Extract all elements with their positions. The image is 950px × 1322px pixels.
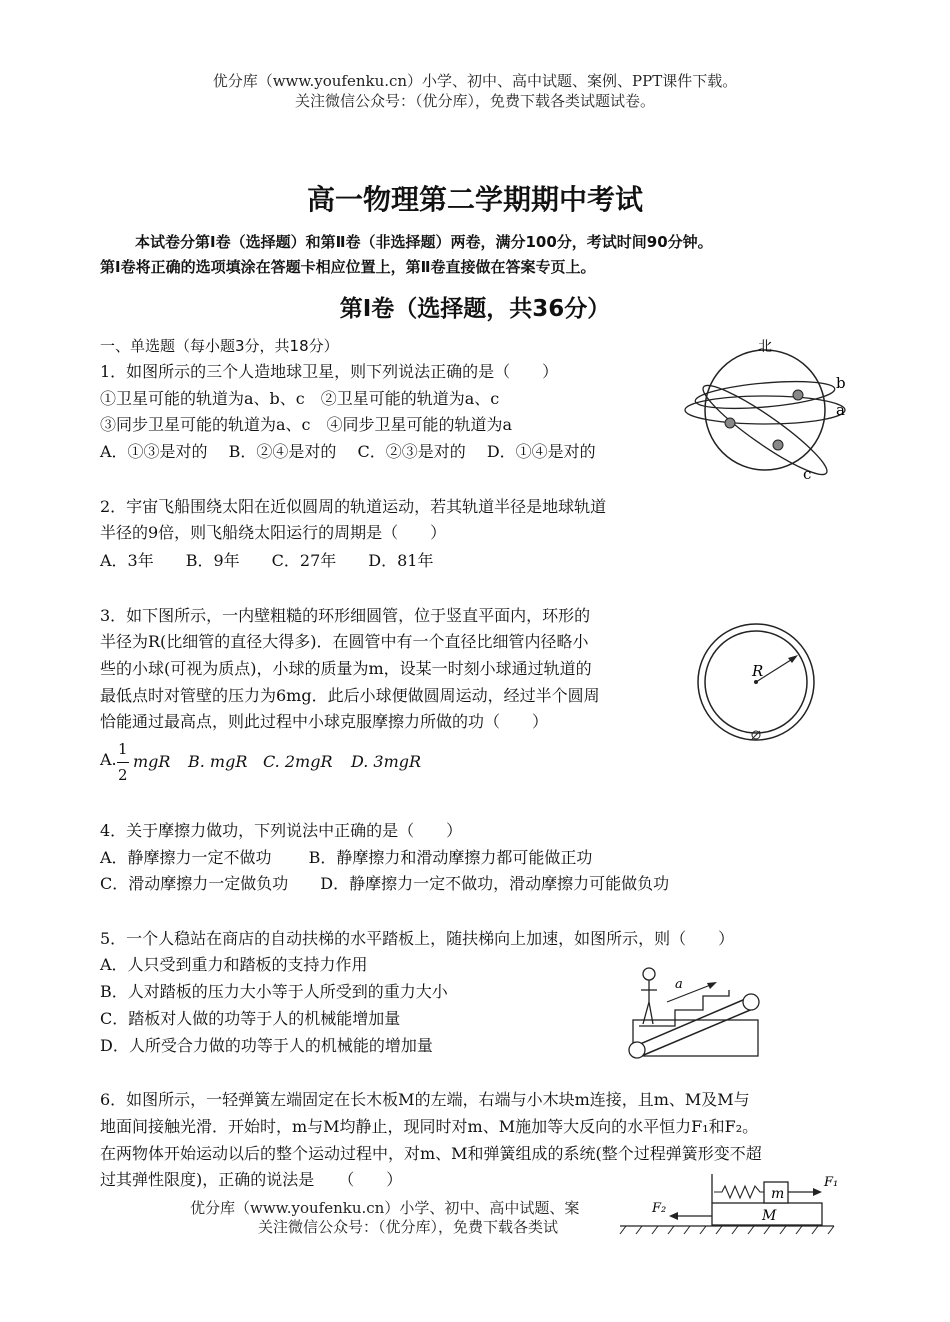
force-f2-arrow	[669, 1212, 678, 1220]
footer-line-1: 优分库（www.youfenku.cn）小学、初中、高中试题、案	[190, 1199, 580, 1217]
intro-line-2: 第Ⅰ卷将正确的选项填涂在答题卡相应位置上，第Ⅱ卷直接做在答案专页上。	[100, 258, 596, 276]
q3-frac-num: 1	[118, 740, 128, 758]
q6-line-1: 6．如图所示，一轻弹簧左端固定在长木板M的左端，右端与小木块m连接，且m、M及M与	[100, 1090, 750, 1109]
roller-right	[743, 994, 759, 1010]
q3-option-c: C. 2mgR	[263, 752, 333, 771]
header-line-1: 优分库（www.youfenku.cn）小学、初中、高中试题、案例、PPT课件下载。	[212, 72, 738, 90]
q6-line-3: 在两物体开始运动以后的整个运动过程中，对m、M和弹簧组成的系统(整个过程弹簧形变不超	[100, 1144, 762, 1163]
board-M-label: M	[762, 1208, 777, 1224]
north-label: 北	[758, 339, 772, 355]
q6-line-2: 地面间接触光滑．开始时，m与M均静止，现同时对m、M施加等大反向的水平恒力F₁和F₂。	[100, 1117, 759, 1136]
orbit-b-label: b	[836, 374, 846, 392]
q2-line-1: 2．宇宙飞船围绕太阳在近似圆周的轨道运动，若其轨道半径是地球轨道	[100, 497, 607, 516]
orbit-c-label: c	[803, 465, 812, 483]
intro-line-1: 本试卷分第Ⅰ卷（选择题）和第Ⅱ卷（非选择题）两卷，满分100分，考试时间90分钟。	[135, 233, 713, 251]
q6-line-4: 过其弹性限度)，正确的说法是 （ ）	[100, 1170, 403, 1189]
q3-option-a-label: A.	[100, 750, 117, 769]
q4-options-line-2: C．滑动摩擦力一定做负功 D．静摩擦力一定不做功，滑动摩擦力可能做负功	[100, 874, 670, 893]
earth-circle	[705, 350, 825, 470]
block-m-label: m	[771, 1186, 785, 1202]
q5-option-d: D．人所受合力做的功等于人的机械能的增加量	[100, 1036, 433, 1055]
q1-options-line-2: ③同步卫星可能的轨道为a、c ④同步卫星可能的轨道为a	[100, 415, 513, 434]
q5-option-b: B．人对踏板的压力大小等于人所受到的重力大小	[100, 982, 448, 1001]
q3-line-1: 3．如下图所示，一内壁粗糙的环形细圆管，位于竖直平面内，环形的	[100, 606, 591, 625]
force-f1-label: F₁	[824, 1175, 839, 1190]
part-title: 一、单选题（每小题3分，共18分）	[100, 337, 339, 355]
q4-options-line-1: A．静摩擦力一定不做功 B．静摩擦力和滑动摩擦力都可能做正功	[100, 848, 593, 867]
footer-line-2: 关注微信公众号：（优分库），免费下载各类试	[258, 1218, 559, 1236]
roller-left	[629, 1042, 645, 1058]
q3-frac-den: 2	[118, 766, 128, 784]
spring	[714, 1186, 764, 1198]
q3-line-5: 恰能通过最高点，则此过程中小球克服摩擦力所做的功（ ）	[100, 712, 549, 731]
exam-title: 高一物理第二学期期中考试	[306, 183, 643, 216]
q1-options-line-1: ①卫星可能的轨道为a、b、c ②卫星可能的轨道为a、c	[100, 389, 500, 408]
force-f1-arrow	[813, 1188, 822, 1196]
radius-arrow	[788, 655, 798, 663]
escalator-top-edge	[633, 997, 750, 1047]
radius-label: R	[752, 662, 764, 680]
person-leg-left	[643, 1002, 649, 1024]
ground-hatching	[620, 1226, 834, 1234]
acceleration-arrow	[667, 984, 713, 1002]
escalator-figure	[625, 962, 765, 1060]
satellite-a	[725, 418, 735, 428]
acceleration-arrow-head	[707, 982, 717, 989]
spring-block-figure	[612, 1168, 840, 1240]
q3-option-d: D. 3mgR	[351, 752, 422, 771]
q3-option-a-tail: mgR	[133, 752, 171, 771]
person-head	[643, 968, 655, 980]
q4-stem: 4．关于摩擦力做功，下列说法中正确的是（ ）	[100, 821, 463, 840]
satellite-orbit-figure	[680, 335, 860, 485]
q2-choices: A．3年 B．9年 C．27年 D．81年	[100, 551, 434, 570]
acceleration-label: a	[675, 977, 683, 992]
header-line-2: 关注微信公众号：（优分库），免费下载各类试题试卷。	[294, 92, 655, 110]
q3-line-4: 最低点时对管壁的压力为6mg．此后小球便做圆周运动，经过半个圆周	[100, 686, 600, 705]
q1-choices: A．①③是对的 B．②④是对的 C．②③是对的 D．①④是对的	[100, 442, 596, 461]
escalator-bottom-edge	[639, 1008, 755, 1057]
q3-choices	[100, 740, 520, 790]
q3-line-3: 些的小球(可视为质点)，小球的质量为m，设某一时刻小球通过轨道的	[100, 659, 592, 678]
ring-tube-figure	[690, 622, 830, 747]
section-title: 第Ⅰ卷（选择题，共36分）	[339, 296, 611, 322]
orbit-c	[696, 376, 835, 485]
q2-line-2: 半径的9倍，则飞船绕太阳运行的周期是（ ）	[100, 523, 447, 542]
q3-option-b: B. mgR	[188, 752, 248, 771]
q3-frac-bar	[117, 762, 129, 763]
satellite-b	[793, 390, 803, 400]
q1-stem: 1．如图所示的三个人造地球卫星，则下列说法正确的是（ ）	[100, 362, 559, 381]
q5-option-c: C．踏板对人做的功等于人的机械能增加量	[100, 1009, 401, 1028]
q5-option-a: A．人只受到重力和踏板的支持力作用	[100, 955, 368, 974]
orbit-a-label: a	[836, 401, 845, 419]
q5-stem: 5．一个人稳站在商店的自动扶梯的水平踏板上，随扶梯向上加速，如图所示，则（ ）	[100, 929, 735, 948]
q3-line-2: 半径为R(比细管的直径大得多)．在圆管中有一个直径比细管内径略小	[100, 632, 589, 651]
force-f2-label: F₂	[652, 1201, 667, 1216]
satellite-c	[773, 440, 783, 450]
person-leg-right	[649, 1002, 653, 1024]
